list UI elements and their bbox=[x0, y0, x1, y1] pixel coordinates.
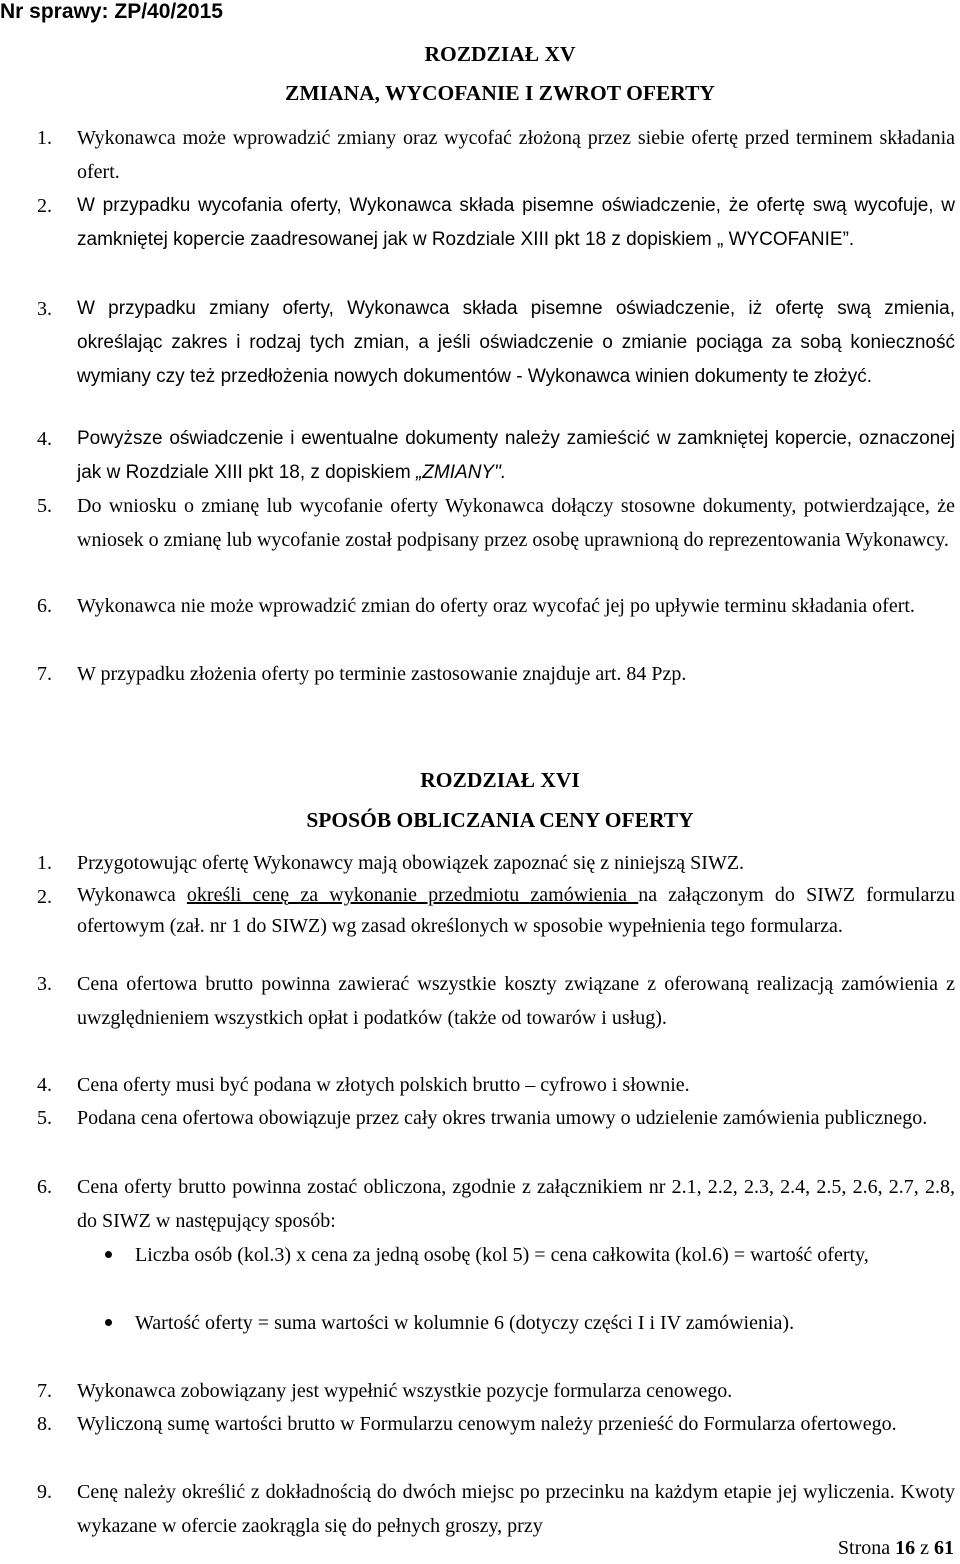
list-item bbox=[37, 846, 955, 880]
list-item bbox=[37, 657, 955, 691]
item-text: Cena ofertowa brutto powinna zawierać wszystkie koszty związane z oferowaną realizacją zamówienia z uwzględnieniem wszystkich opłat i podatków (także od towarów i usług). bbox=[77, 973, 955, 1029]
item-text: Cenę należy określić z dokładnością do dwóch miejsc po przecinku na każdym etapie jej wyliczenia. Kwoty wykazane w ofercie zaokrągla się do pełnych groszy, przy bbox=[77, 1481, 955, 1537]
item-number: 5. bbox=[37, 1107, 52, 1129]
chapter-xv-heading: ROZDZIAŁ XV bbox=[424, 42, 576, 66]
bullet-dot-icon bbox=[105, 1319, 112, 1326]
list-item bbox=[37, 1374, 955, 1408]
item-number: 8. bbox=[37, 1413, 52, 1435]
bullet-item bbox=[97, 1238, 955, 1272]
page-total: 61 bbox=[934, 1537, 954, 1559]
item-number: 4. bbox=[37, 428, 52, 450]
item-number: 2. bbox=[37, 886, 52, 908]
list-item bbox=[37, 121, 955, 189]
list-item bbox=[37, 1068, 955, 1102]
chapter-xv-title: ZMIANA, WYCOFANIE I ZWROT OFERTY bbox=[285, 81, 715, 105]
item-text bbox=[77, 880, 955, 942]
item-text: Do wniosku o zmianę lub wycofanie oferty Wykonawca dołączy stosowne dokumenty, potwierdzające, że wniosek o zmianę lub wycofanie został podpisany przez osobę uprawnioną do reprezentowania Wykonawcy. bbox=[77, 495, 955, 551]
item-number: 6. bbox=[37, 595, 52, 617]
case-number: Nr sprawy: ZP/40/2015 bbox=[0, 0, 223, 23]
item-text: W przypadku złożenia oferty po terminie zastosowanie znajduje art. 84 Pzp. bbox=[77, 663, 687, 685]
list-item bbox=[37, 1475, 955, 1543]
item-text: Wykonawca może wprowadzić zmiany oraz wycofać złożoną przez siebie ofertę przed terminem składania ofert. bbox=[77, 127, 955, 183]
list-item bbox=[37, 1407, 955, 1441]
list-item bbox=[37, 880, 955, 942]
list-item bbox=[37, 292, 955, 394]
item-text-underlined: określi cenę za wykonanie przedmiotu zamówienia bbox=[186, 884, 639, 906]
item-text: Wykonawca nie może wprowadzić zmian do oferty oraz wycofać jej po upływie terminu składania ofert. bbox=[77, 595, 915, 617]
bullet-dot-icon bbox=[105, 1251, 112, 1258]
list-item bbox=[37, 489, 955, 557]
list-item bbox=[37, 589, 955, 623]
item-number: 4. bbox=[37, 1074, 52, 1096]
item-number: 5. bbox=[37, 495, 52, 517]
item-text: Cena oferty brutto powinna zostać obliczona, zgodnie z załącznikiem nr 2.1, 2.2, 2.3, 2.4, 2.5, 2.6, 2.7, 2.8, do SIWZ w następujący sposób: bbox=[77, 1176, 955, 1232]
item-number: 3. bbox=[37, 298, 52, 320]
item-text-part: na załączonym do SIWZ formularzu ofertowym (zał. nr 1 do SIWZ) wg zasad określonych w sposobie wypełnienia tego formularza. bbox=[77, 884, 955, 937]
list-item bbox=[37, 422, 955, 490]
item-number: 1. bbox=[37, 852, 52, 874]
item-number: 7. bbox=[37, 1380, 52, 1402]
page-number bbox=[838, 1534, 954, 1562]
item-text: W przypadku zmiany oferty, Wykonawca składa pisemne oświadczenie, iż ofertę swą zmienia, określając zakres i rodzaj tych zmian, a jeśli oświadczenie o zmianie pociąga za sobą konieczność wymiany czy też przedłożenia nowych dokumentów - Wykonawca winien dokumenty te złożyć. bbox=[77, 298, 955, 387]
item-text: Podana cena ofertowa obowiązuje przez cały okres trwania umowy o udzielenie zamówienia publicznego. bbox=[77, 1107, 928, 1129]
bullet-text: Wartość oferty = suma wartości w kolumnie 6 (dotyczy części I i IV zamówienia). bbox=[135, 1312, 795, 1334]
item-number: 9. bbox=[37, 1481, 52, 1503]
list-item bbox=[37, 1101, 955, 1135]
page-label: Strona bbox=[837, 1537, 891, 1559]
page-current: 16 bbox=[895, 1537, 916, 1559]
item-text: W przypadku wycofania oferty, Wykonawca składa pisemne oświadczenie, że ofertę swą wycofuje, w zamkniętej kopercie zaadresowanej jak w Rozdziale XIII pkt 18 z dopiskiem „ WYCOFANIE”. bbox=[77, 195, 955, 250]
chapter-xvi-heading: ROZDZIAŁ XVI bbox=[420, 768, 580, 792]
list-item bbox=[37, 967, 955, 1035]
item-text bbox=[77, 422, 955, 490]
item-text-main: Powyższe oświadczenie i ewentualne dokumenty należy zamieścić w zamkniętej kopercie, oznaczonej jak w Rozdziale XIII pkt 18, z dopiskiem bbox=[77, 428, 955, 483]
item-number: 3. bbox=[37, 973, 52, 995]
list-item bbox=[37, 189, 955, 257]
item-text-part: Wykonawca bbox=[77, 884, 187, 906]
page-separator: z bbox=[920, 1537, 929, 1559]
item-text-italic: „ZMIANY". bbox=[415, 462, 507, 483]
bullet-text: Liczba osób (kol.3) x cena za jedną osobę (kol 5) = cena całkowita (kol.6) = wartość oferty, bbox=[135, 1244, 869, 1266]
item-text: Przygotowując ofertę Wykonawcy mają obowiązek zapoznać się z niniejszą SIWZ. bbox=[77, 852, 745, 874]
item-number: 1. bbox=[37, 127, 52, 149]
item-text: Cena oferty musi być podana w złotych polskich brutto – cyfrowo i słownie. bbox=[77, 1074, 690, 1096]
item-text: Wykonawca zobowiązany jest wypełnić wszystkie pozycje formularza cenowego. bbox=[77, 1380, 733, 1402]
item-text: Wyliczoną sumę wartości brutto w Formularzu cenowym należy przenieść do Formularza ofertowego. bbox=[77, 1413, 897, 1435]
item-number: 6. bbox=[37, 1176, 52, 1198]
item-number: 7. bbox=[37, 663, 52, 685]
list-item bbox=[37, 1170, 955, 1238]
item-number: 2. bbox=[37, 195, 52, 217]
bullet-item bbox=[97, 1306, 955, 1340]
chapter-xvi-title: SPOSÓB OBLICZANIA CENY OFERTY bbox=[306, 808, 694, 832]
